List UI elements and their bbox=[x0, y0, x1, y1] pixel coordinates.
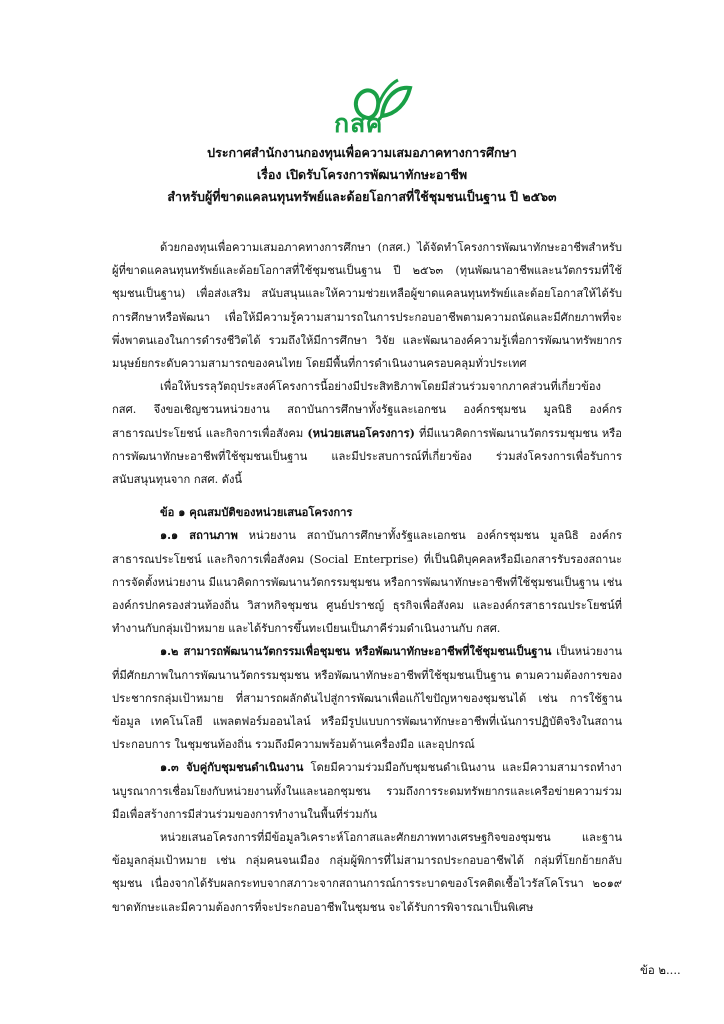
item-1-2 bbox=[112, 640, 622, 756]
header-line-1: ประกาศสำนักงานกองทุนเพื่อความเสมอภาคทางการศึกษา bbox=[207, 145, 517, 160]
header-line-2: เรื่อง เปิดรับโครงการพัฒนาทักษะอาชีพ bbox=[256, 167, 468, 182]
item-1-3-title: ๑.๓ จับคู่กับชุมชนดำเนินงาน bbox=[160, 760, 304, 775]
item-1-1 bbox=[112, 524, 622, 640]
item-1-1-text: หน่วยงาน สถาบันการศึกษาทั้งรัฐและเอกชน องค์กรชุมชน มูลนิธิ องค์กรสาธารณประโยชน์ และกิจการเพื่อสังคม (Social Enterprise) ที่เป็นนิติบุคคลหรือมีเอกสารรับรองสถานะการจัดตั้งหน่วยงาน มีแนวคิดการพัฒนานวัตกรรมชุมชน หรือการพัฒนาทักษะอาชีพที่ใช้ชุมชนเป็นฐาน เช่น องค์กรปกครองส่วนท้องถิ่น วิสาหกิจชุมชน ศูนย์ปราชญ์ ธุรกิจเพื่อสังคม และองค์กรสาธารณประโยชน์ที่ทำงานกับกลุ่มเป้าหมาย และได้รับการขึ้นทะเบียนเป็นภาคีร่วมดำเนินงานกับ กสศ. bbox=[112, 529, 622, 636]
special-consideration-paragraph: หน่วยเสนอโครงการที่มีข้อมูลวิเคราะห์โอกาสและศักยภาพทางเศรษฐกิจของชุมชน และฐานข้อมูลกลุ่มเป้าหมาย เช่น กลุ่มคนจนเมือง กลุ่มผู้พิการที่ไม่สามารถประกอบอาชีพได้ กลุ่มที่โยกย้ายกลับชุมชน เนื่องจากได้รับผลกระทบจากสภาวะจากสถานการณ์การระบาดของโรคติดเชื้อไวรัสโคโรนา ๒๐๑๙ ขาดทักษะและมีความต้องการที่จะประกอบอาชีพในชุมชน จะได้รับการพิจารณาเป็นพิเศษ bbox=[112, 831, 622, 914]
document-header bbox=[0, 142, 724, 208]
item-1-2-text: เป็นหน่วยงานที่มีศักยภาพในการพัฒนานวัตกรรมชุมชน หรือพัฒนาทักษะอาชีพที่ใช้ชุมชนเป็นฐาน ตามความต้องการของประชากรกลุ่มเป้าหมาย ที่สามารถผลักดันไปสู่การพัฒนาเพื่อแก้ไขปัญหาของชุมชนได้ เช่น การใช้ฐานข้อมูล เทคโนโลยี แพลตฟอร์มออนไลน์ หรือมีรูปแบบการพัฒนาทักษะอาชีพที่เน้นการปฏิบัติจริงในสถานประกอบการ ในชุมชนท้องถิ่น รวมถึงมีความพร้อมด้านเครื่องมือ และอุปกรณ์ bbox=[112, 645, 622, 752]
item-1-1-title: ๑.๑ สถานภาพ bbox=[160, 528, 238, 543]
header-line-3: สำหรับผู้ที่ขาดแคลนทุนทรัพย์และด้อยโอกาสที่ใช้ชุมชนเป็นฐาน ปี ๒๕๖๓ bbox=[167, 189, 557, 204]
logo-text: กสศ bbox=[334, 109, 384, 138]
intro-p2-part-b: ที่มีแนวคิดการพัฒนานวัตกรรมชุมชน หรือการพัฒนาทักษะอาชีพที่ใช้ชุมชนเป็นฐาน และมีประสบการณ์ที่เกี่ยวข้อง ร่วมส่งโครงการเพื่อรับการสนับสนุนทุนจาก กสศ. ดังนี้ bbox=[112, 426, 622, 487]
section-1-title: ข้อ ๑ คุณสมบัติของหน่วยเสนอโครงการ bbox=[160, 505, 353, 520]
continuation-marker: ข้อ ๒.... bbox=[640, 963, 681, 977]
intro-p2-part-a: เพื่อให้บรรลุวัตถุประสงค์โครงการนี้อย่างมีประสิทธิภาพโดยมีส่วนร่วมจากภาคส่วนที่เกี่ยวข้อง กสศ. จึงขอเชิญชวนหน่วยงาน สถาบันการศึกษาทั้งรัฐและเอกชน องค์กรชุมชน มูลนิธิ องค์กรสาธารณประโยชน์ และกิจการเพื่อสังคม bbox=[112, 380, 622, 440]
document-body bbox=[112, 236, 622, 919]
section-1-items bbox=[112, 524, 622, 918]
item-1-3 bbox=[112, 756, 622, 826]
item-1-3-text: โดยมีความร่วมมือกับชุมชนดำเนินงาน และมีความสามารถทำงานบูรณาการเชื่อมโยงกับหน่วยงานทั้งในและนอกชุมชน รวมถึงการระดมทรัพยากรและเครือข่ายความร่วมมือเพื่อสร้างการมีส่วนร่วมของการทำงานในพื้นที่ร่วมกัน bbox=[112, 761, 622, 821]
intro-paragraph-1: ด้วยกองทุนเพื่อความเสมอภาคทางการศึกษา (กสศ.) ได้จัดทำโครงการพัฒนาทักษะอาชีพสำหรับผู้ที่ขาดแคลนทุนทรัพย์และด้อยโอกาสที่ใช้ชุมชนเป็นฐาน ปี ๒๕๖๓ (ทุนพัฒนาอาชีพและนวัตกรรมที่ใช้ชุมชนเป็นฐาน) เพื่อส่งเสริม สนับสนุนและให้ความช่วยเหลือผู้ขาดแคลนทุนทรัพย์และด้อยโอกาสให้ได้รับการศึกษาหรือพัฒนา เพื่อให้มีความรู้ความสามารถในการประกอบอาชีพตามความถนัดและมีศักยภาพที่จะพึ่งพาตนเองในการดำรงชีวิตได้ รวมถึงให้มีการศึกษา วิจัย และพัฒนาองค์ความรู้เพื่อการพัฒนาทรัพยากรมนุษย์ยกระดับความสามารถของคนไทย โดยมีพื้นที่การดำเนินงานครอบคลุมทั่วประเทศ bbox=[112, 241, 622, 371]
intro-paragraph-2 bbox=[112, 375, 622, 491]
intro-p2-bold: (หน่วยเสนอโครงการ) bbox=[307, 425, 415, 440]
item-1-2-title: ๑.๒ สามารถพัฒนานวัตกรรมเพื่อชุมชน หรือพัฒนาทักษะอาชีพที่ใช้ชุมชนเป็นฐาน bbox=[160, 644, 552, 659]
